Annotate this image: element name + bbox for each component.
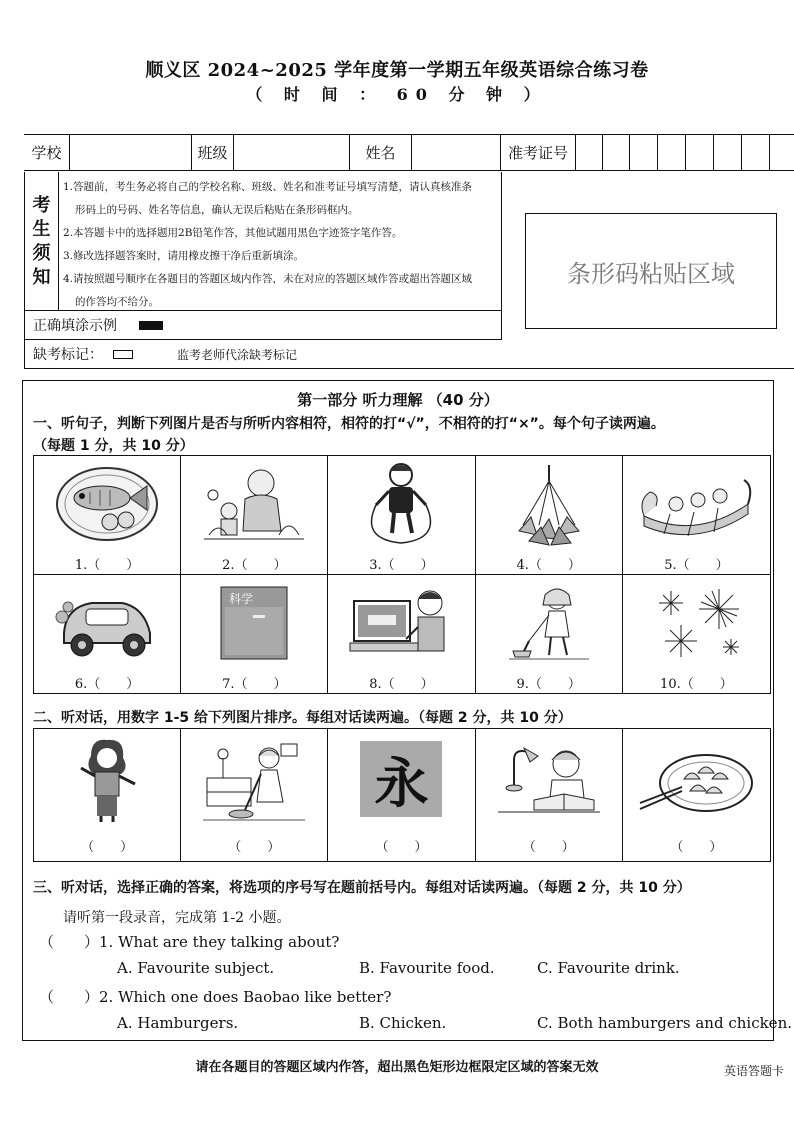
girl-sweeping-icon <box>476 575 622 671</box>
answer-label: 10.（ ） <box>660 676 733 692</box>
boy-reading-icon <box>476 729 622 829</box>
school-label: 学校 <box>24 135 70 170</box>
question-stem: （ ）1. What are they talking about? <box>39 933 340 951</box>
exam-id-digit[interactable] <box>686 135 714 170</box>
section3-intro: 请听第一段录音，完成第 1-2 小题。 <box>63 910 291 926</box>
picture-cell <box>34 456 181 575</box>
picture-cell <box>623 456 770 575</box>
option-c[interactable]: C. Both hamburgers and chicken. <box>537 1014 792 1032</box>
picture-cell <box>476 575 623 693</box>
absent-label: 缺考标记： <box>33 347 103 363</box>
girl-mopping-icon <box>181 729 327 829</box>
jump-rope-boy-icon <box>328 456 474 552</box>
section1-heading: 一、听句子，判断下列图片是否与所听内容相符，相符的打“√”，不相符的打“×”。每个句子读两遍。 <box>33 416 665 432</box>
picture-cell <box>623 575 770 693</box>
option-c[interactable]: C. Favourite drink. <box>537 959 680 977</box>
listening-section <box>22 380 792 1041</box>
exam-id-digit[interactable] <box>770 135 792 170</box>
absent-checkbox[interactable] <box>113 350 133 359</box>
exam-duration: （ 时 间 ： 60 分 钟 ） <box>246 85 548 104</box>
exam-id-digit[interactable] <box>630 135 658 170</box>
barcode-area[interactable]: 条形码粘贴区域 <box>525 213 777 329</box>
answer-label: 1.（ ） <box>74 557 140 573</box>
section2-heading: 二、听对话，用数字 1-5 给下列图片排序。每组对话读两遍。（每题 2 分，共 10 分） <box>33 710 572 726</box>
exam-id-digit[interactable] <box>576 135 603 170</box>
info-header-row <box>24 135 794 171</box>
answer-label: 6.（ ） <box>74 676 140 692</box>
book-title: 科学 <box>229 592 254 606</box>
notice-item: 1.答题前，考生务必将自己的学校名称、班级、姓名和准考证号填写清楚，请认真核准条 <box>63 181 473 193</box>
fill-example-row <box>25 311 502 340</box>
section3-heading: 三、听对话，选择正确的答案，将选项的序号写在题前括号内。每组对话读两遍。（每题 2 分，共 10 分） <box>33 880 691 896</box>
order-answer: （ ） <box>81 839 134 855</box>
picture-cell <box>476 456 623 575</box>
school-field[interactable] <box>70 135 192 170</box>
student-info-table <box>24 134 794 369</box>
notice-item: 4.请按照题号顺序在各题目的答题区域内作答，未在对应的答题区域作答或超出答题区域 <box>63 273 473 285</box>
exam-id-digit[interactable] <box>742 135 770 170</box>
notice-heading <box>25 172 59 311</box>
answer-label: 5.（ ） <box>664 557 729 573</box>
order-answer: （ ） <box>375 839 428 855</box>
dragon-boat-icon <box>623 456 770 552</box>
option-b[interactable]: B. Chicken. <box>359 1014 447 1032</box>
notice-heading-char: 生 <box>32 218 51 240</box>
notice-row <box>25 172 502 311</box>
section1-points: （每题 1 分，共 10 分） <box>33 438 194 454</box>
order-answer: （ ） <box>670 839 723 855</box>
exam-id-digit[interactable] <box>658 135 686 170</box>
filled-mark-icon <box>139 321 163 330</box>
name-label: 姓名 <box>350 135 412 170</box>
fill-example-label: 正确填涂示例 <box>33 318 117 334</box>
picture-cell <box>623 729 770 861</box>
calligraphy-char: 永 <box>360 741 442 817</box>
picture-cell <box>328 575 475 693</box>
fish-dish-icon <box>34 456 180 552</box>
absent-mark-row <box>25 340 794 368</box>
order-answer: （ ） <box>522 839 575 855</box>
exam-title: 顺义区 2024~2025 学年度第一学期五年级英语综合练习卷 <box>145 60 649 81</box>
answer-card-label: 英语答题卡 <box>723 1064 784 1078</box>
picture-cell <box>34 575 181 693</box>
notice-heading-char: 须 <box>32 242 51 264</box>
order-answer: （ ） <box>228 839 281 855</box>
car-icon <box>34 575 180 671</box>
footer-note: 请在各题目的答题区域内作答，超出黑色矩形边框限定区域的答案无效 <box>195 1060 599 1075</box>
zongzi-icon <box>476 456 622 552</box>
answer-label: 4.（ ） <box>516 557 581 573</box>
section1-grid <box>33 455 771 694</box>
exam-id-label: 准考证号 <box>501 135 576 170</box>
answer-label: 8.（ ） <box>369 676 434 692</box>
picture-cell <box>181 456 328 575</box>
answer-label: 3.（ ） <box>369 557 434 573</box>
notice-heading-char: 知 <box>32 266 51 288</box>
option-a[interactable]: A. Favourite subject. <box>117 959 275 977</box>
answer-label: 2.（ ） <box>222 557 287 573</box>
exam-id-digit[interactable] <box>714 135 742 170</box>
option-b[interactable]: B. Favourite food. <box>359 959 495 977</box>
grandpa-gardening-icon <box>181 456 327 552</box>
notice-heading-char: 考 <box>32 194 51 216</box>
question-stem: （ ）2. Which one does Baobao like better? <box>39 988 392 1006</box>
notice-item: 的作答均不给分。 <box>75 296 159 308</box>
answer-label: 7.（ ） <box>222 676 287 692</box>
answer-label: 9.（ ） <box>516 676 581 692</box>
absent-note: 监考老师代涂缺考标记 <box>177 347 298 362</box>
option-a[interactable]: A. Hamburgers. <box>117 1014 239 1032</box>
exam-id-digit[interactable] <box>603 135 630 170</box>
picture-cell <box>328 729 475 861</box>
info-notice-area <box>24 172 501 368</box>
dumplings-icon <box>623 729 770 829</box>
class-field[interactable] <box>234 135 350 170</box>
computer-boy-icon <box>328 575 474 671</box>
name-field[interactable] <box>412 135 501 170</box>
notice-item: 2.本答题卡中的选择题用2B铅笔作答，其他试题用黑色字迹签字笔作答。 <box>63 227 403 239</box>
picture-cell <box>476 729 623 861</box>
notice-item: 3.修改选择题答案时，请用橡皮擦干净后重新填涂。 <box>63 250 305 262</box>
picture-cell <box>181 575 328 693</box>
fireworks-icon <box>623 575 770 671</box>
science-book-icon <box>181 575 327 671</box>
picture-cell <box>181 729 328 861</box>
part-title: 第一部分 听力理解 （40 分） <box>297 391 499 409</box>
picture-cell <box>34 729 181 861</box>
notice-list <box>63 176 499 314</box>
class-label: 班级 <box>192 135 234 170</box>
girl-waving-icon <box>34 729 180 829</box>
section2-grid <box>33 728 771 862</box>
notice-item: 形码上的号码、姓名等信息，确认无误后粘贴在条形码框内。 <box>75 204 359 216</box>
picture-cell <box>328 456 475 575</box>
calligraphy-yong-icon <box>328 729 474 829</box>
